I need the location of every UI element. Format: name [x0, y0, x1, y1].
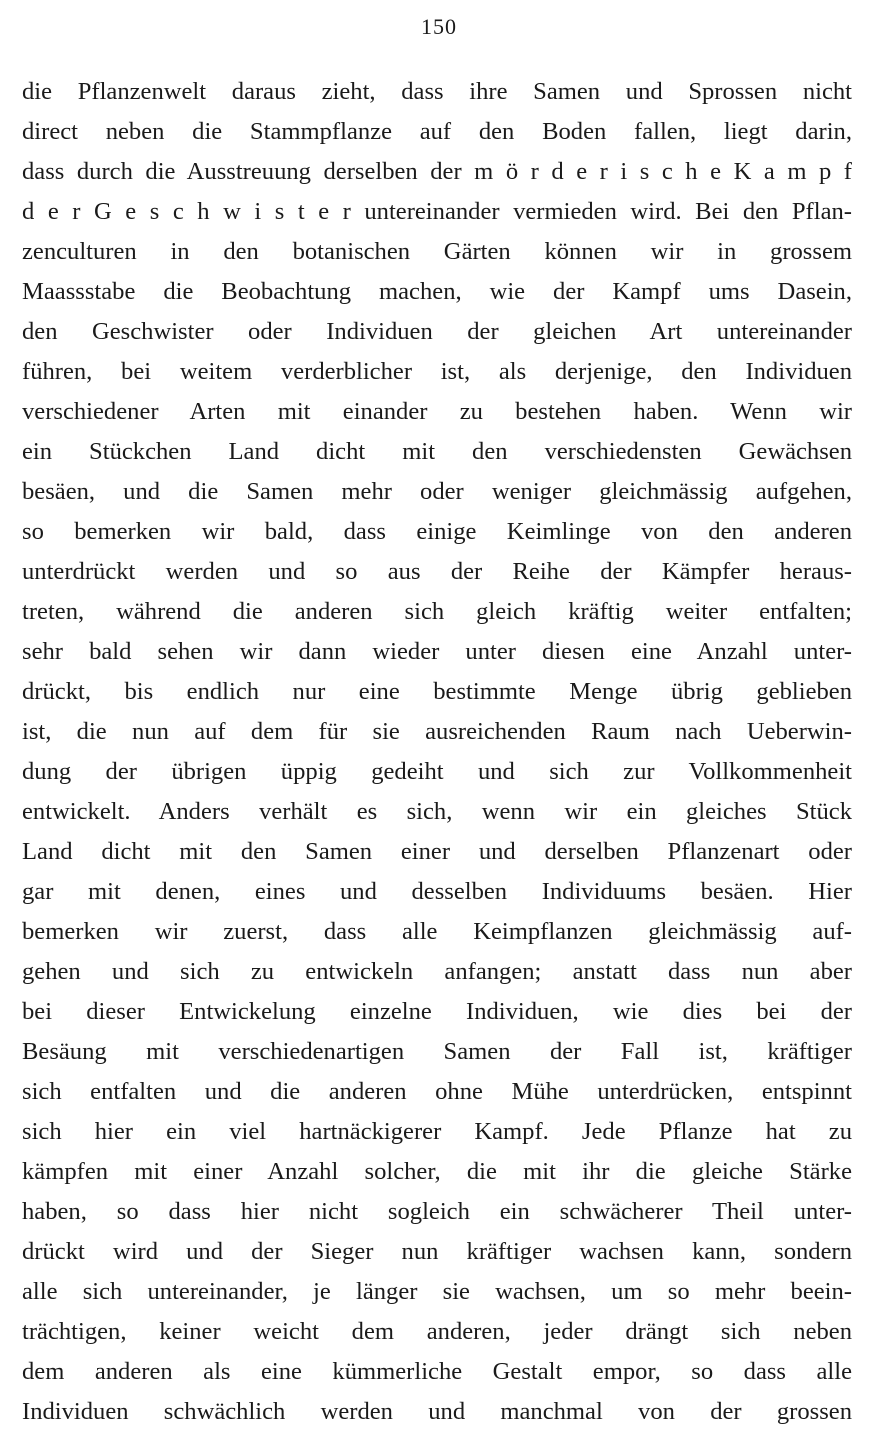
text-line: führen, bei weitem verderblicher ist, als derjenige, den Individuen — [22, 358, 852, 385]
text-line: alle sich untereinander, je länger sie wachsen, um so mehr beein- — [22, 1278, 852, 1305]
text-line: treten, während die anderen sich gleich kräftig weiter entfalten; — [22, 598, 852, 625]
text-line: d e r G e s c h w i s t e r untereinander vermieden wird. Bei den Pflan- — [22, 198, 852, 225]
text-line: ist, die nun auf dem für sie ausreichenden Raum nach Ueberwin- — [22, 718, 852, 745]
text-line: direct neben die Stammpflanze auf den Boden fallen, liegt darin, — [22, 118, 852, 145]
text-line: bei dieser Entwickelung einzelne Individuen, wie dies bei der — [22, 998, 852, 1025]
text-line: unterdrückt werden und so aus der Reihe der Kämpfer heraus- — [22, 558, 852, 585]
text-line: haben, so dass hier nicht sogleich ein schwächerer Theil unter- — [22, 1198, 852, 1225]
text-line: verschiedener Arten mit einander zu bestehen haben. Wenn wir — [22, 398, 852, 425]
text-line: entwickelt. Anders verhält es sich, wenn wir ein gleiches Stück — [22, 798, 852, 825]
text-line: ein Stückchen Land dicht mit den verschiedensten Gewächsen — [22, 438, 852, 465]
text-line: Land dicht mit den Samen einer und derselben Pflanzenart oder — [22, 838, 852, 865]
text-line: sehr bald sehen wir dann wieder unter diesen eine Anzahl unter- — [22, 638, 852, 665]
text-line: die Pflanzenwelt daraus zieht, dass ihre Samen und Sprossen nicht — [22, 78, 852, 105]
text-line: Individuen schwächlich werden und manchmal von der grossen — [22, 1398, 852, 1425]
text-line: kämpfen mit einer Anzahl solcher, die mit ihr die gleiche Stärke — [22, 1158, 852, 1185]
text-line: dung der übrigen üppig gedeiht und sich zur Vollkommenheit — [22, 758, 852, 785]
text-line: so bemerken wir bald, dass einige Keimlinge von den anderen — [22, 518, 852, 545]
text-line: gehen und sich zu entwickeln anfangen; anstatt dass nun aber — [22, 958, 852, 985]
text-line: Maassstabe die Beobachtung machen, wie der Kampf ums Dasein, — [22, 278, 852, 305]
text-line: dem anderen als eine kümmerliche Gestalt empor, so dass alle — [22, 1358, 852, 1385]
text-line: drückt, bis endlich nur eine bestimmte Menge übrig geblieben — [22, 678, 852, 705]
text-line: dass durch die Ausstreuung derselben der m ö r d e r i s c h e K a m p f — [22, 158, 852, 185]
text-line: zenculturen in den botanischen Gärten können wir in grossem — [22, 238, 852, 265]
text-line: gar mit denen, eines und desselben Individuums besäen. Hier — [22, 878, 852, 905]
text-line: besäen, und die Samen mehr oder weniger gleichmässig aufgehen, — [22, 478, 852, 505]
text-line: Besäung mit verschiedenartigen Samen der Fall ist, kräftiger — [22, 1038, 852, 1065]
text-line: bemerken wir zuerst, dass alle Keimpflanzen gleichmässig auf- — [22, 918, 852, 945]
page-number: 150 — [421, 14, 457, 39]
text-line: trächtigen, keiner weicht dem anderen, jeder drängt sich neben — [22, 1318, 852, 1345]
text-line: den Geschwister oder Individuen der gleichen Art untereinander — [22, 318, 852, 345]
text-line: sich hier ein viel hartnäckigerer Kampf. Jede Pflanze hat zu — [22, 1118, 852, 1145]
body-text — [22, 72, 852, 1432]
text-line: drückt wird und der Sieger nun kräftiger wachsen kann, sondern — [22, 1238, 852, 1265]
text-line: sich entfalten und die anderen ohne Mühe unterdrücken, entspinnt — [22, 1078, 852, 1105]
